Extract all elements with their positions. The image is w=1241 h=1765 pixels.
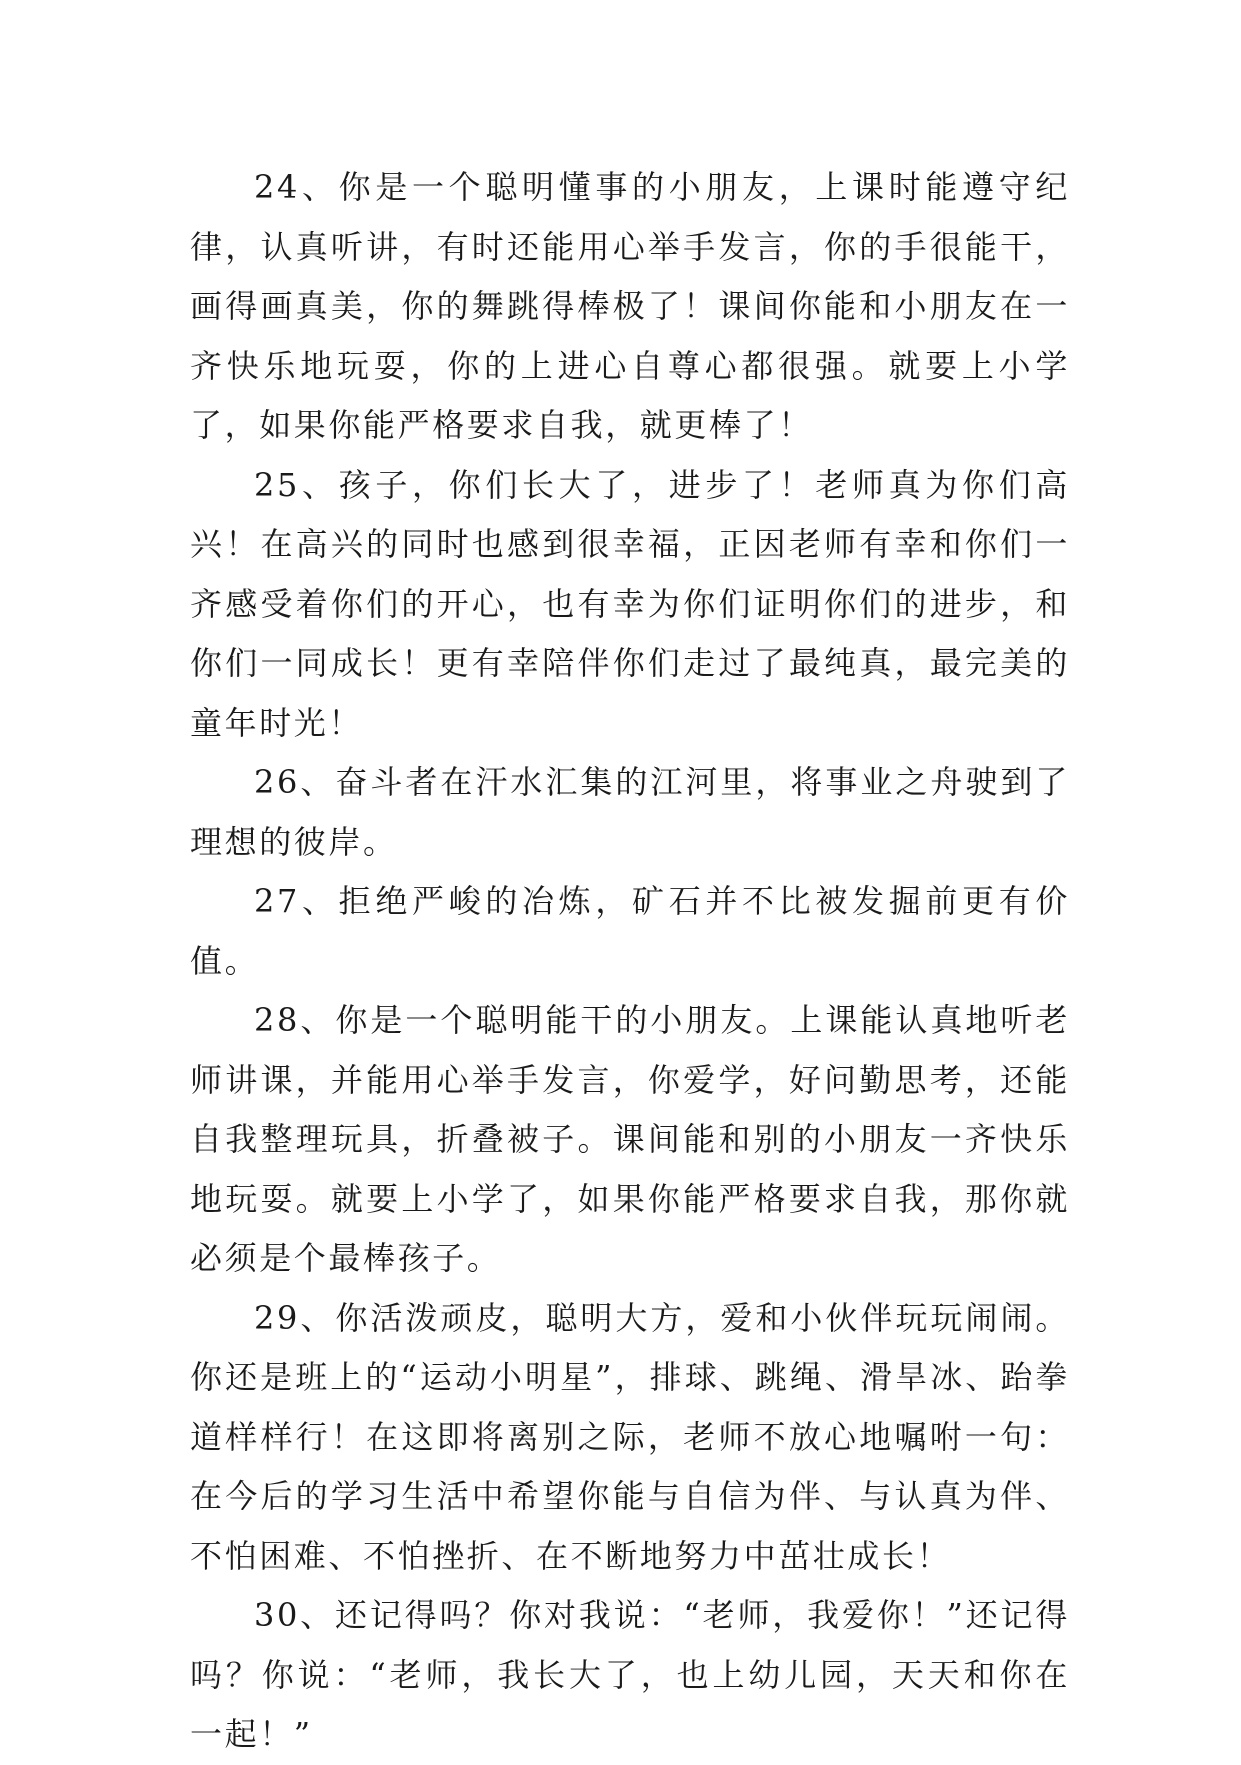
paragraph-28: 28、你是一个聪明能干的小朋友。上课能认真地听老师讲课，并能用心举手发言，你爱学，好问勤思考，还能自我整理玩具，折叠被子。课间能和别的小朋友一齐快乐地玩耍。就要上小学了，如果你能严格要求自我，那你就必须是个最棒孩子。 [190, 1001, 1070, 1277]
paragraph-29: 29、你活泼顽皮，聪明大方，爱和小伙伴玩玩闹闹。你还是班上的“运动小明星”，排球、跳绳、滑旱冰、跆拳道样样行！在这即将离别之际，老师不放心地嘱咐一句：在今后的学习生活中希望你能与自信为伴、与认真为伴、不怕困难、不怕挫折、在不断地努力中茁壮成长！ [190, 1298, 1070, 1575]
document-body [190, 158, 1070, 1765]
paragraph-30: 30、还记得吗？你对我说：“老师，我爱你！”还记得吗？你说：“老师，我长大了，也上幼儿园，天天和你在一起！” [190, 1596, 1070, 1753]
paragraph-27: 27、拒绝严峻的冶炼，矿石并不比被发掘前更有价值。 [190, 882, 1070, 980]
paragraph-24: 24、你是一个聪明懂事的小朋友，上课时能遵守纪律，认真听讲，有时还能用心举手发言，你的手很能干，画得画真美，你的舞跳得棒极了！课间你能和小朋友在一齐快乐地玩耍，你的上进心自尊心都很强。就要上小学了，如果你能严格要求自我，就更棒了！ [190, 168, 1070, 444]
paragraph-25: 25、孩子，你们长大了，进步了！老师真为你们高兴！在高兴的同时也感到很幸福，正因老师有幸和你们一齐感受着你们的开心，也有幸为你们证明你们的进步，和你们一同成长！更有幸陪伴你们走过了最纯真，最完美的童年时光！ [190, 465, 1070, 742]
paragraph-26: 26、奋斗者在汗水汇集的江河里，将事业之舟驶到了理想的彼岸。 [190, 763, 1070, 861]
